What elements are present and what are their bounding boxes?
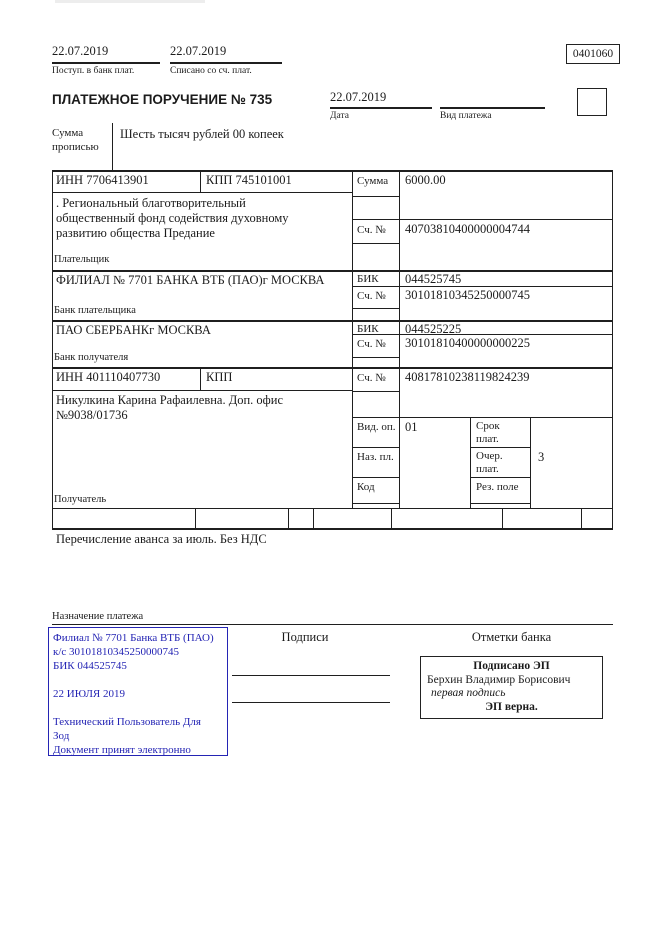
payer-account-label: Сч. №: [357, 224, 386, 236]
debited-date: 22.07.2019: [170, 44, 227, 58]
table-line: [352, 286, 612, 287]
payer-kpp: КПП 745101001: [206, 173, 292, 187]
payer-name: . Региональный благотворительный общественный фонд содействия духовному развитию общества Предание: [56, 196, 289, 240]
table-line: [52, 528, 613, 530]
table-line: [352, 170, 353, 508]
received-date-line: [52, 62, 160, 64]
bank-marks-label: Отметки банка: [471, 630, 552, 644]
payer-bank-bik-label: БИК: [357, 273, 379, 285]
stamp-signed-label: Подписано ЭП: [473, 660, 550, 672]
table-line: [352, 447, 399, 448]
table-line: [391, 508, 392, 528]
payer-inn: ИНН 7706413901: [56, 173, 149, 187]
table-line: [352, 196, 399, 197]
table-line: [52, 320, 613, 322]
table-line: [52, 170, 613, 172]
table-line: [470, 447, 530, 448]
bank-note-line: [53, 673, 223, 687]
table-line: [352, 308, 399, 309]
table-line: [502, 508, 503, 528]
debited-date-line: [170, 62, 282, 64]
amount-words-divider: [112, 123, 113, 170]
ocher-value: 3: [538, 450, 545, 464]
table-line: [352, 477, 399, 478]
scan-artifact: [55, 0, 205, 3]
table-line: [352, 219, 612, 220]
document-title: ПЛАТЕЖНОЕ ПОРУЧЕНИЕ № 735: [52, 92, 273, 107]
table-line: [52, 367, 613, 369]
purpose-label: Назначение платежа: [52, 611, 144, 622]
stamp-signer-name: Берхин Владимир Борисович: [427, 673, 571, 686]
bank-note-line: Документ принят электронно: [53, 744, 191, 756]
payer-bank-section-label: Банк плательщика: [54, 305, 136, 316]
purpose-text: Перечисление аванса за июль. Без НДС: [56, 532, 267, 546]
table-line: [313, 508, 314, 528]
sum-value: 6000.00: [405, 173, 446, 187]
payee-bank-bik-label: БИК: [357, 323, 379, 335]
table-line: [352, 391, 399, 392]
table-line: [195, 508, 196, 528]
received-date-label: Поступ. в банк плат.: [52, 66, 135, 76]
table-line: [581, 508, 582, 528]
table-line: [288, 508, 289, 528]
payer-account: 40703810400000004744: [405, 222, 530, 236]
ocher-label: Очер. плат.: [476, 450, 503, 475]
bank-electronic-note: [48, 627, 228, 756]
term-label: Срок плат.: [476, 420, 500, 445]
payee-bank-section-label: Банк получателя: [54, 352, 129, 363]
bank-note-line: Технический Пользователь Для: [53, 716, 201, 728]
payment-type-label: Вид платежа: [440, 111, 492, 121]
payee-inn: ИНН 401110407730: [56, 370, 161, 384]
signature-line: [232, 675, 390, 676]
op-type-label: Вид. оп.: [357, 421, 396, 433]
table-line: [52, 170, 53, 528]
bank-note-line: Филиал № 7701 Банка ВТБ (ПАО): [53, 632, 214, 644]
signature-stamp: [420, 656, 603, 719]
naz-label: Наз. пл.: [357, 451, 394, 463]
stamp-verified: ЭП верна.: [485, 700, 538, 713]
table-line: [470, 417, 471, 508]
payee-bank-bik: 044525225: [405, 322, 462, 336]
payer-bank-account: 30101810345250000745: [405, 288, 530, 302]
res-field-label: Рез. поле: [476, 481, 519, 493]
payee-name: Никулкина Карина Рафаилевна. Доп. офис №9038/01736: [56, 393, 284, 422]
table-line: [352, 503, 399, 504]
bank-note-line: Зод: [53, 730, 70, 742]
payee-section-label: Получатель: [54, 494, 107, 505]
table-line: [352, 243, 399, 244]
debited-date-label: Списано со сч. плат.: [170, 66, 252, 76]
table-line: [530, 417, 531, 508]
sum-label: Сумма: [357, 175, 389, 187]
signatures-label: Подписи: [281, 630, 329, 644]
payee-bank-account: 30101810400000000225: [405, 336, 530, 350]
code-label: Код: [357, 481, 375, 493]
payee-bank-name: ПАО СБЕРБАНКг МОСКВА: [56, 323, 211, 337]
table-line: [200, 367, 201, 390]
op-type-value: 01: [405, 420, 418, 434]
amount-words-label-2: прописью: [52, 141, 99, 153]
date-label: Дата: [330, 111, 349, 121]
payer-bank-name: ФИЛИАЛ № 7701 БАНКА ВТБ (ПАО)г МОСКВА: [56, 273, 325, 287]
table-line: [52, 508, 613, 509]
bank-note-line: БИК 044525745: [53, 660, 127, 672]
bank-note-line: 22 ИЮЛЯ 2019: [53, 688, 125, 700]
bank-note-line: к/с 30101810345250000745: [53, 646, 180, 658]
payer-bank-bik: 044525745: [405, 272, 462, 286]
payee-kpp-label: КПП: [206, 370, 233, 384]
payee-account-label: Сч. №: [357, 372, 386, 384]
table-line: [52, 390, 353, 391]
payment-type-box: [577, 88, 607, 116]
table-line: [612, 170, 613, 528]
received-date: 22.07.2019: [52, 44, 109, 58]
table-line: [470, 503, 530, 504]
table-line: [200, 170, 201, 192]
form-code-box: [566, 44, 620, 64]
payee-account: 40817810238119824239: [405, 370, 530, 384]
stamp-sign-type: первая подпись: [431, 687, 506, 699]
table-line: [352, 357, 399, 358]
payee-bank-account-label: Сч. №: [357, 338, 386, 350]
amount-words-label-1: Сумма: [52, 127, 84, 139]
table-line: [52, 270, 613, 272]
table-line: [399, 170, 400, 508]
bank-note-line: [53, 701, 223, 715]
signature-line: [232, 702, 390, 703]
payer-section-label: Плательщик: [54, 254, 110, 265]
table-line: [52, 192, 353, 193]
form-code: 0401060: [572, 48, 614, 60]
table-line: [352, 417, 612, 418]
purpose-line: [52, 624, 613, 625]
payer-bank-account-label: Сч. №: [357, 290, 386, 302]
amount-words-text: Шесть тысяч рублей 00 копеек: [120, 127, 284, 141]
date-line: [330, 107, 432, 109]
document-date: 22.07.2019: [330, 90, 387, 104]
table-line: [352, 334, 612, 335]
table-line: [470, 477, 530, 478]
payment-type-line: [440, 107, 545, 109]
